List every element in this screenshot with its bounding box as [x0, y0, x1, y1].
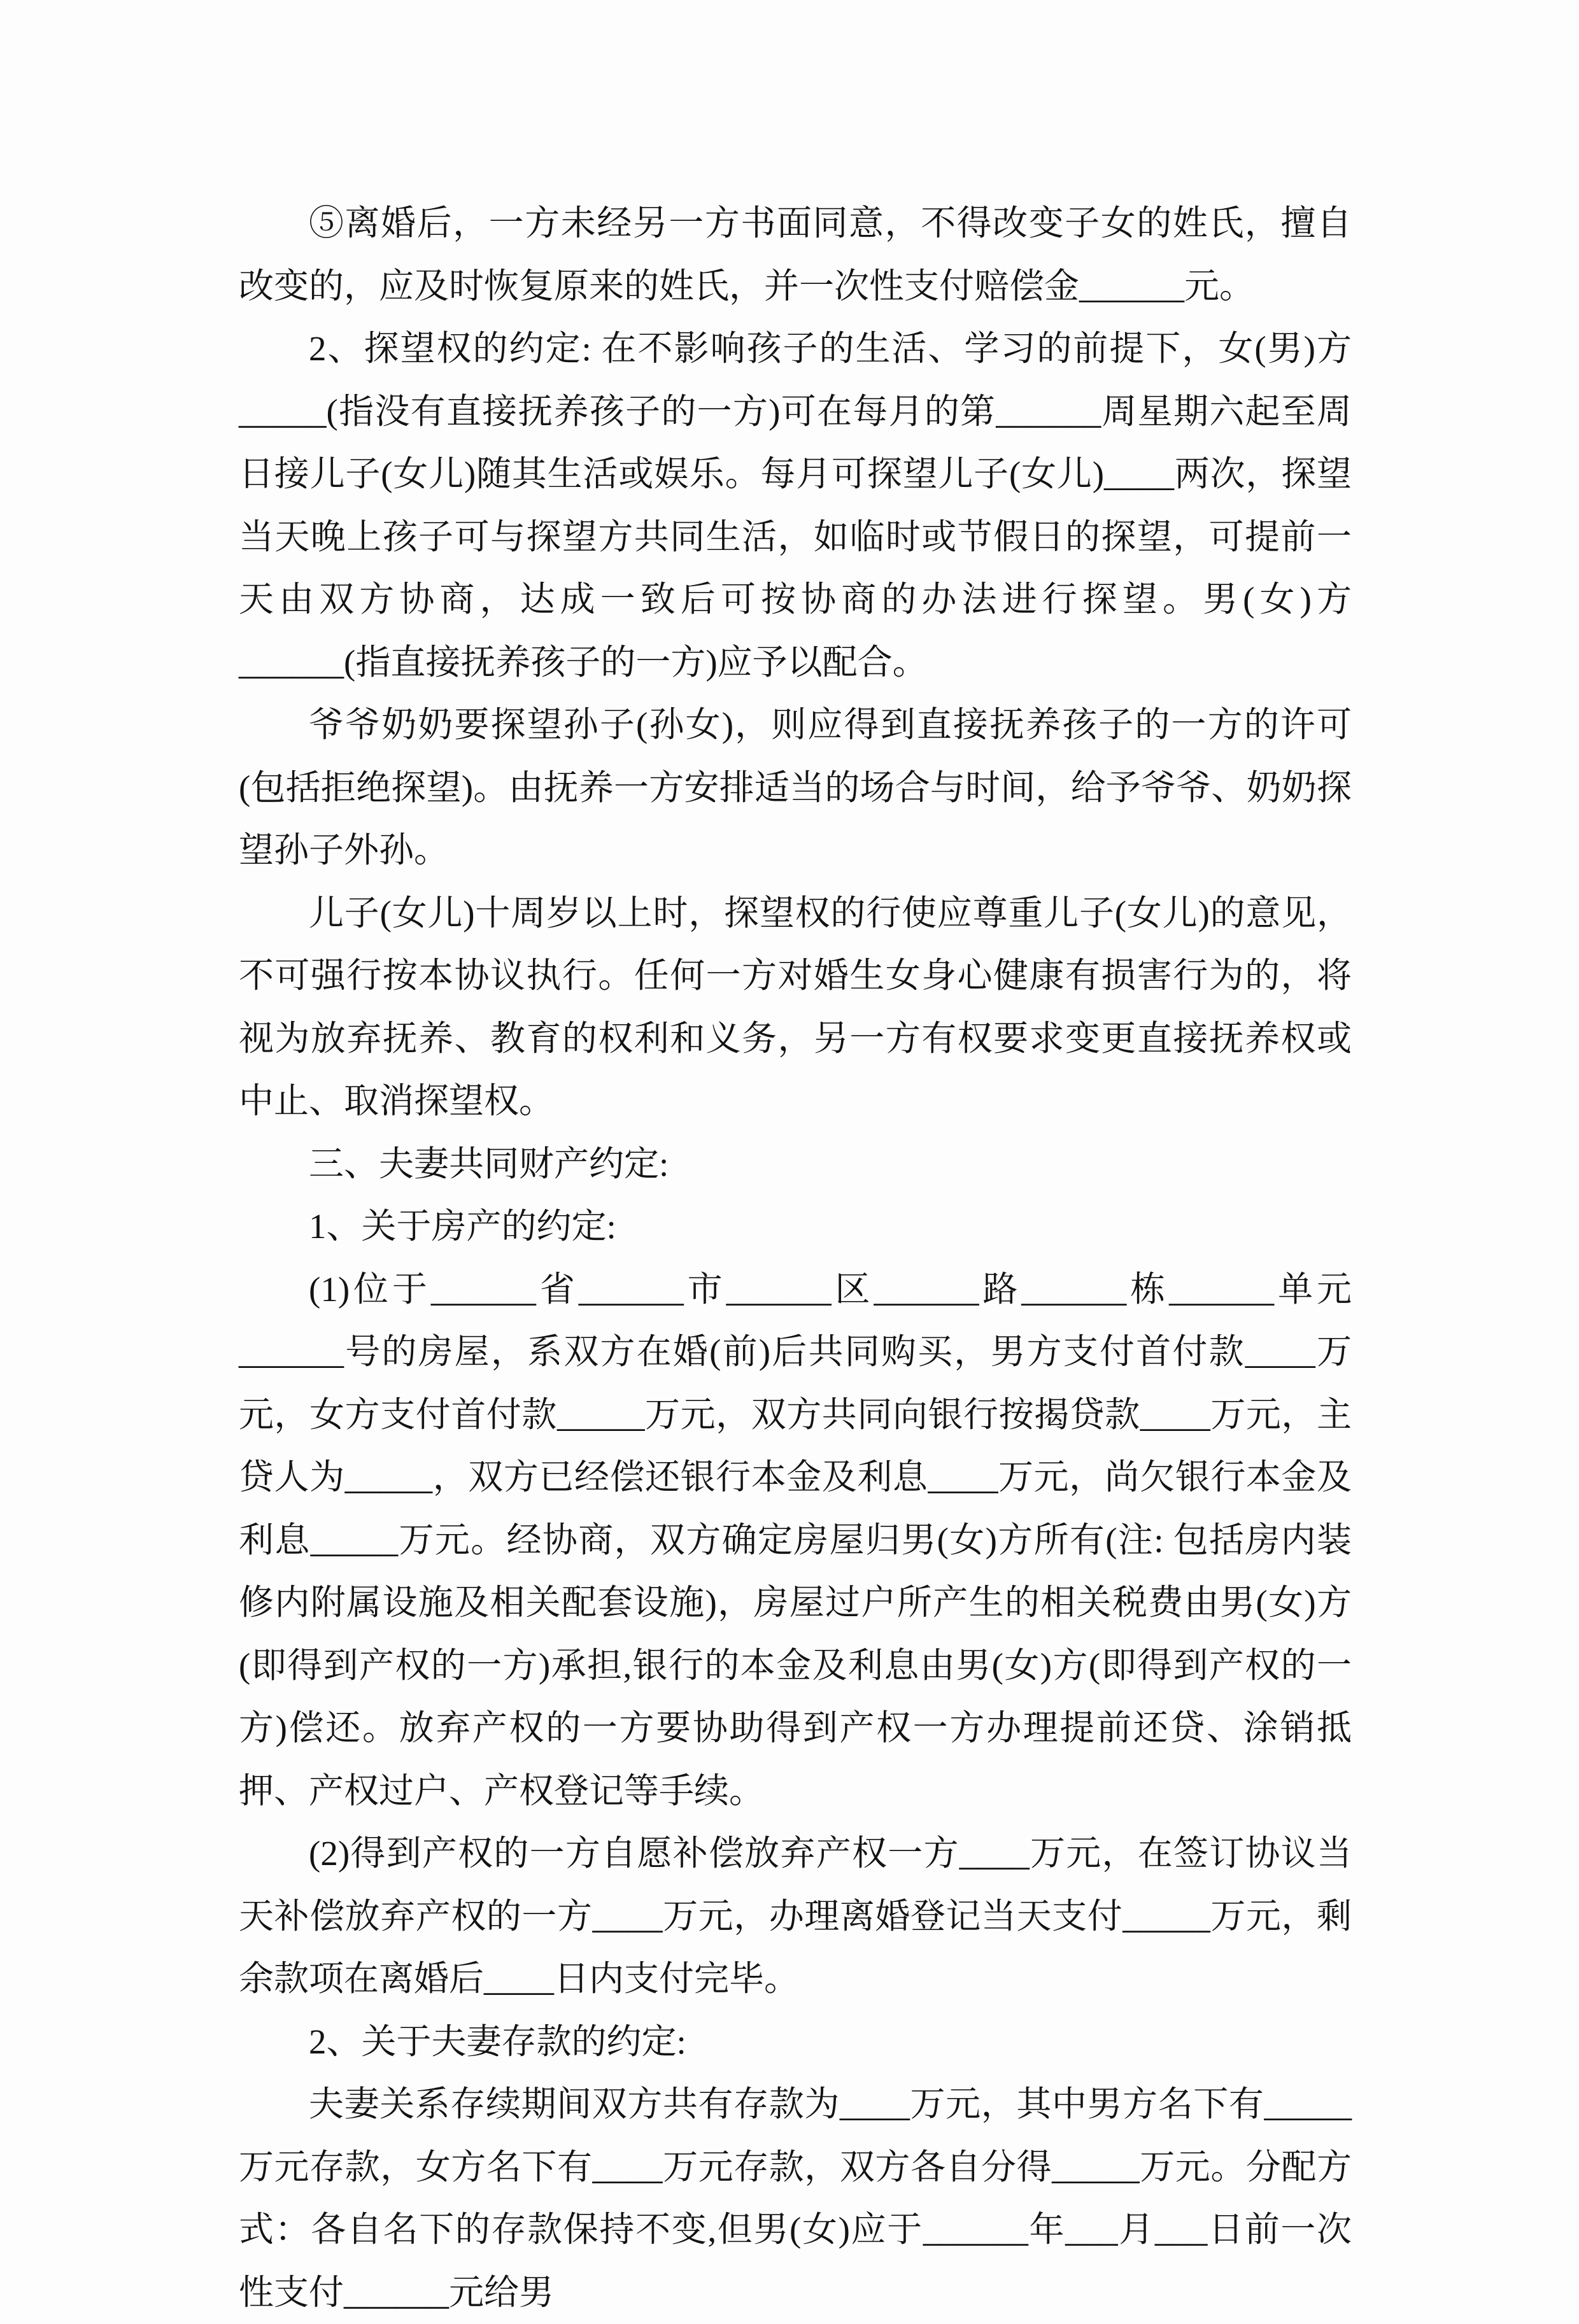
- para-child-opinion-and-revocation: 儿子(女儿)十周岁以上时，探望权的行使应尊重儿子(女儿)的意见，不可强行按本协议执行。任何一方对婚生女身心健康有损害行为的，将视为放弃抚养、教育的权利和义务，另一方有权要求变更直接抚养权或中止、取消探望权。: [239, 893, 1352, 1120]
- heading-deposit-agreement: 2、关于夫妻存款的约定:: [309, 2022, 686, 2061]
- heading-house-agreement: 1、关于房产的约定:: [309, 1207, 616, 1246]
- para-name-change-penalty: ⑤离婚后，一方未经另一方书面同意，不得改变子女的姓氏，擅自改变的，应及时恢复原来的姓氏，并一次性支付赔偿金______元。: [239, 204, 1352, 306]
- para-house-details: (1)位于______省______市______区______路______栋______单元______号的房屋，系双方在婚(前)后共同购买，男方支付首付款____万元，女方支付首付款_____万元，双方共同向银行按揭贷款____万元，主贷人为_____，双方已经偿还银行本金及利息____万元，尚欠银行本金及利息_____万元。经协商，双方确定房屋归男(女)方所有(注: 包括房内装修内附属设施及相关配套设施)，房屋过户所产生的相关税费由男(女)方(即得到产权的一方)承担,银行的本金及利息由男(女)方(即得到产权的一方)偿还。放弃产权的一方要协助得到产权一方办理提前还贷、涂销抵押、产权过户、产权登记等手续。: [239, 1269, 1352, 1810]
- para-visitation-agreement: 2、探望权的约定: 在不影响孩子的生活、学习的前提下，女(男)方_____(指没有直接抚养孩子的一方)可在每月的第______周星期六起至周日接儿子(女儿)随其生活或娱乐。每月可探望儿子(女儿)____两次，探望当天晚上孩子可与探望方共同生活，如临时或节假日的探望，可提前一天由双方协商，达成一致后可按协商的办法进行探望。男(女)方______(指直接抚养孩子的一方)应予以配合。: [239, 329, 1352, 682]
- para-grandparents-visitation: 爷爷奶奶要探望孙子(孙女)，则应得到直接抚养孩子的一方的许可(包括拒绝探望)。由抚养一方安排适当的场合与时间，给予爷爷、奶奶探望孙子外孙。: [239, 705, 1352, 870]
- document-body: [239, 192, 1352, 2324]
- para-deposit-details: 夫妻关系存续期间双方共有存款为____万元，其中男方名下有_____万元存款，女方名下有____万元存款，双方各自分得_____万元。分配方式：各自名下的存款保持不变,但男(女)应于______年___月___日前一次性支付______元给男: [239, 2085, 1352, 2312]
- heading-joint-property-agreement: 三、夫妻共同财产约定:: [309, 1144, 669, 1183]
- para-property-compensation: (2)得到产权的一方自愿补偿放弃产权一方____万元，在签订协议当天补偿放弃产权的一方____万元，办理离婚登记当天支付_____万元，剩余款项在离婚后____日内支付完毕。: [239, 1834, 1352, 1998]
